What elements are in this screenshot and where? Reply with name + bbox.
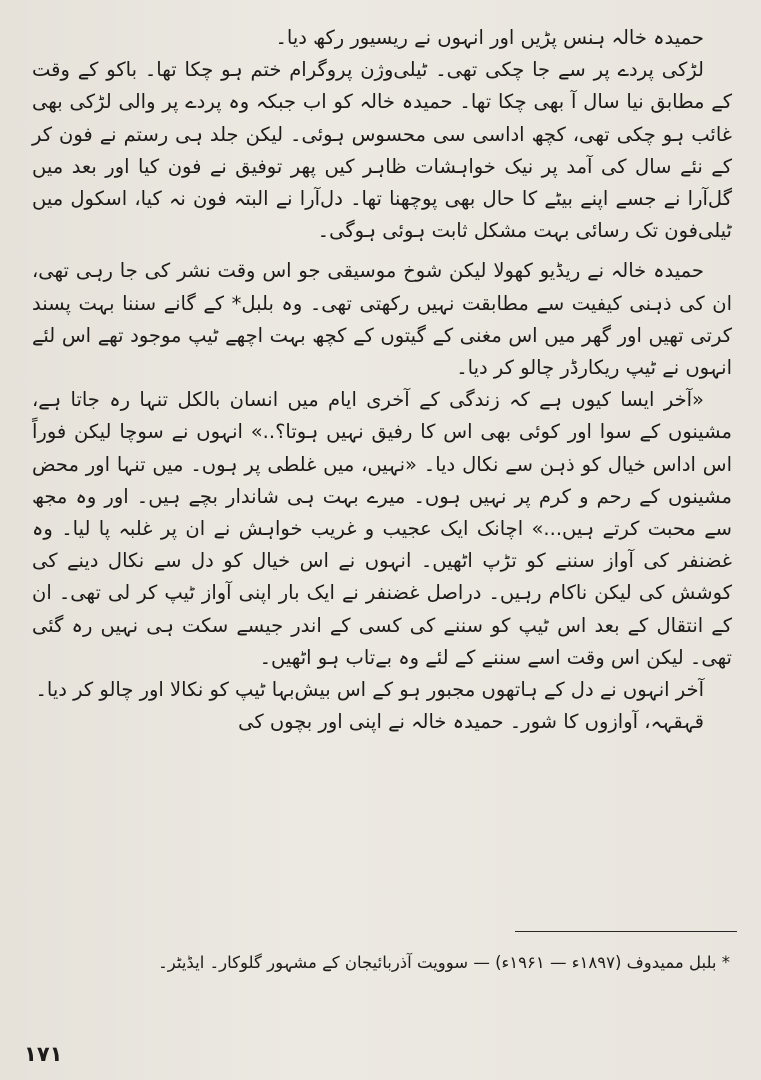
- paragraph-2: لڑکی پردے پر سے جا چکی تھی۔ ٹیلی‌وژن پروگرام ختم ہو چکا تھا۔ باکو کے وقت کے مطابق نیا سال آ بھی چکا تھا۔ حمیدہ خالہ کو اب جبکہ وہ پردے پر والی لڑکی بھی غائب ہو چکی تھی، کچھ اداسی سی محسوس ہوئی۔ لیکن جلد ہی رستم نے فون کر کے نئے سال کی آمد پر نیک خواہشات ظاہر کیں پھر توفیق نے فون کیا اور بعد میں گل‌آرا نے جسے اپنے بیٹے کا حال بھی پوچھنا تھا۔ دل‌آرا نے البتہ فون نہ کیا، اسکول میں ٹیلی‌فون تک رسائی بہت مشکل ثابت ہوئی ہوگی۔: [32, 58, 732, 243]
- paragraph-3: حمیدہ خالہ نے ریڈیو کھولا لیکن شوخ موسیقی جو اس وقت نشر کی جا رہی تھی، ان کی ذہنی کیفیت سے مطابقت نہیں رکھتی تھی۔ وہ بلبل* کے گانے سننا بہت پسند کرتی تھیں اور گھر میں اس مغنی کے گیتوں کے کچھ بہت اچھے ٹیپ موجود تھے اس لئے انہوں نے ٹیپ ریکارڈر چالو کر دیا۔: [32, 259, 732, 380]
- paragraph-1: حمیدہ خالہ ہنس پڑیں اور انہوں نے ریسیور رکھ دیا۔: [275, 26, 704, 49]
- body-text: [32, 22, 732, 738]
- page-number: ۱۷۱: [24, 1042, 63, 1066]
- paragraph-6: قہقہہ، آوازوں کا شور۔ حمیدہ خالہ نے اپنی اور بچوں کی: [238, 710, 704, 734]
- footnote-divider: [515, 931, 737, 932]
- paragraph-5: آخر انہوں نے دل کے ہاتھوں مجبور ہو کے اس بیش‌بہا ٹیپ کو نکالا اور چالو کر دیا۔: [35, 678, 704, 702]
- paragraph-4: «آخر ایسا کیوں ہے کہ زندگی کے آخری ایام میں انسان بالکل تنہا رہ جاتا ہے، مشینوں کے سوا اور کوئی بھی اس کا رفیق نہیں ہوتا؟..» انہوں نے سوچا لیکن فوراً اس اداس خیال کو ذہن سے نکال دیا۔ «نہیں، میں غلطی پر ہوں۔ میں تنہا اور محض مشینوں کے رحم و کرم پر نہیں ہوں۔ میرے بہت ہی شاندار بچے ہیں۔ اور وہ مجھ سے محبت کرتے ہیں...» اچانک ایک عجیب و غریب خواہش نے ان پر غلبہ پا لیا۔ وہ غضنفر کی آواز سننے کو تڑپ اٹھیں۔ انہوں نے اس خیال کو دل سے نکال دینے کی کوشش کی لیکن ناکام رہیں۔ دراصل غضنفر نے ایک بار اپنی آواز ٹیپ کر لی تھی۔ ان کے انتقال کے بعد اس ٹیپ کو سننے کی کسی کے اندر جیسے سکت ہی نہیں رہ گئی تھی۔ لیکن اس وقت اسے سننے کے لئے وہ بے‌تاب ہو اٹھیں۔: [32, 388, 732, 669]
- footnote: * بلبل ممیدوف (۱۸۹۷ء — ۱۹۶۱ء) — سوویت آذربائیجان کے مشہور گلوکار۔ ایڈیٹر۔: [158, 953, 730, 972]
